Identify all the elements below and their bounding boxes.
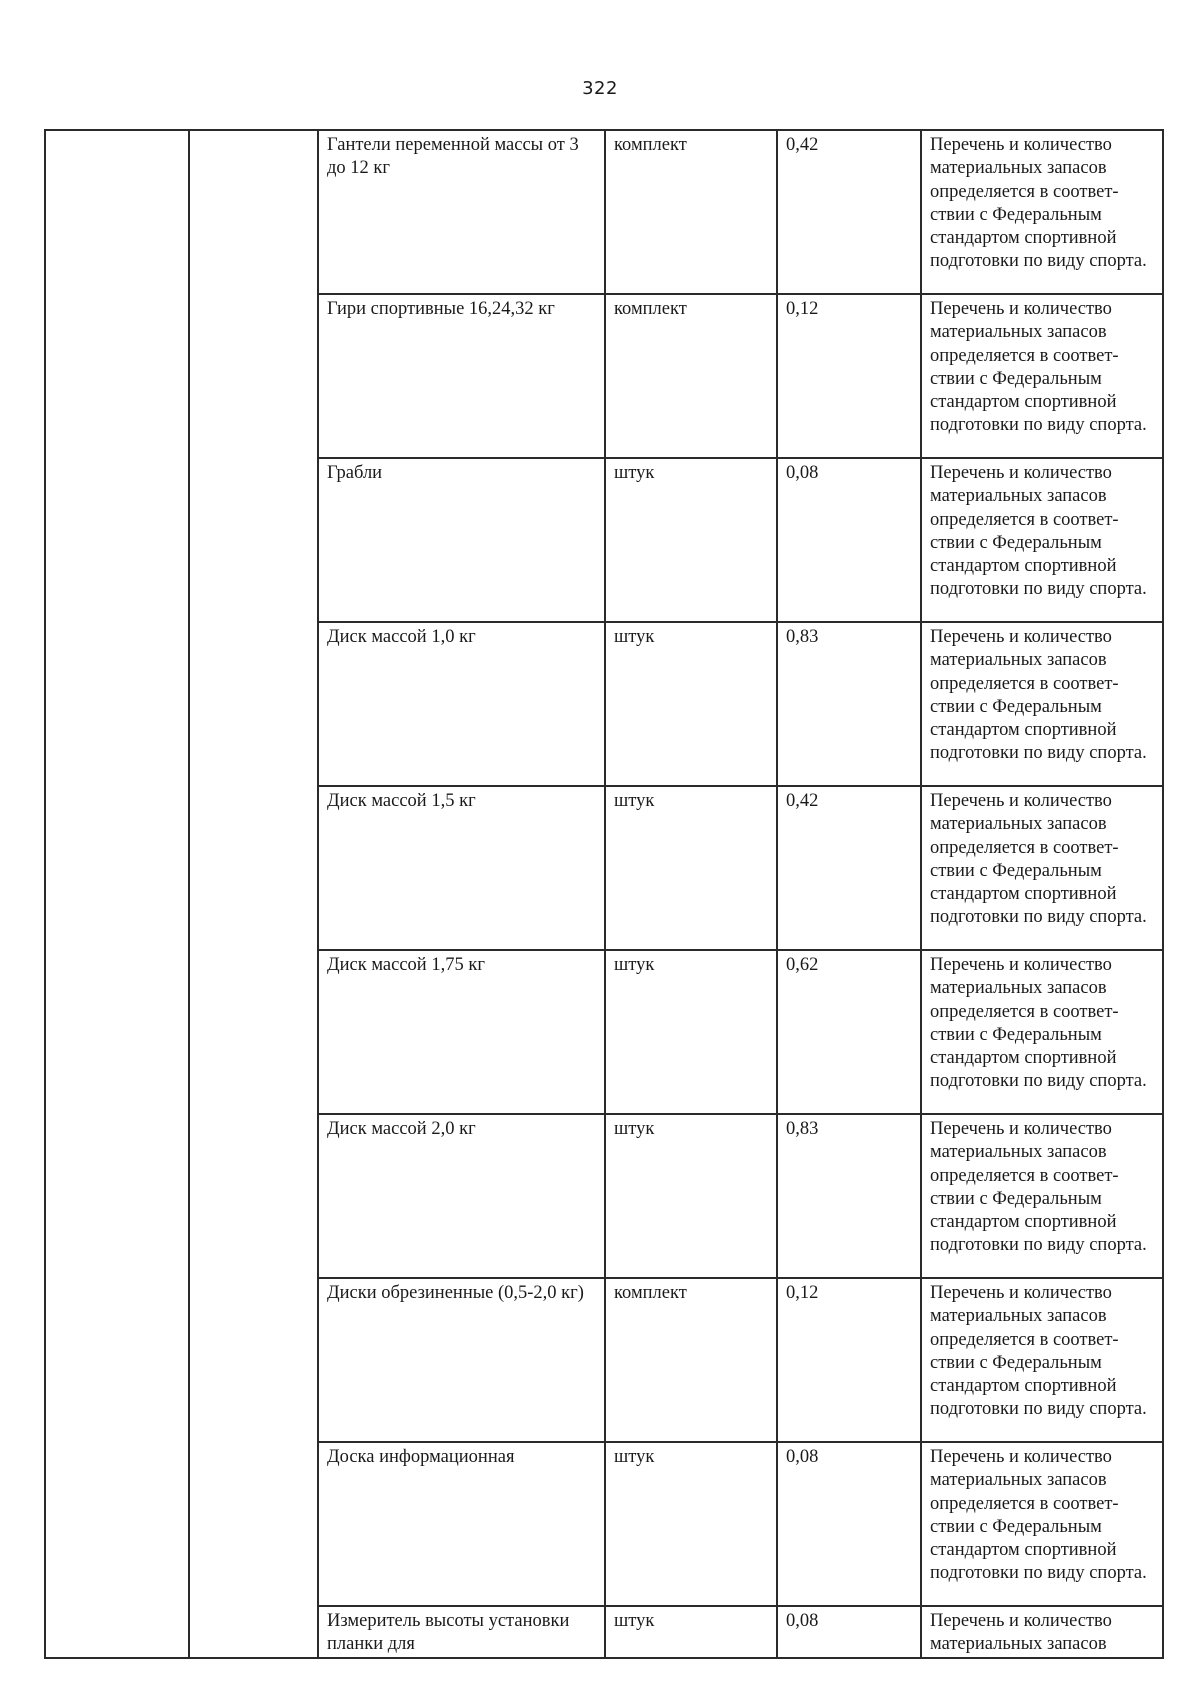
quantity-cell: 0,83 <box>777 1114 921 1278</box>
quantity-cell: 0,12 <box>777 294 921 458</box>
unit-cell: штук <box>605 622 777 786</box>
materials-table <box>44 129 1164 1659</box>
unit-cell: штук <box>605 786 777 950</box>
quantity-cell: 0,08 <box>777 458 921 622</box>
unit-cell: комплект <box>605 294 777 458</box>
note-cell: Перечень и количество материальных запасов определяется в соответ-ствии с Федеральным стандартом спортивной подготовки по виду спорта. <box>921 786 1163 950</box>
table-row <box>45 130 1163 294</box>
note-cell: Перечень и количество материальных запасов <box>921 1606 1163 1658</box>
quantity-cell: 0,83 <box>777 622 921 786</box>
quantity-cell: 0,08 <box>777 1606 921 1658</box>
quantity-cell: 0,42 <box>777 130 921 294</box>
note-cell: Перечень и количество материальных запасов определяется в соответ-ствии с Федеральным стандартом спортивной подготовки по виду спорта. <box>921 1442 1163 1606</box>
note-cell: Перечень и количество материальных запасов определяется в соответ-ствии с Федеральным стандартом спортивной подготовки по виду спорта. <box>921 130 1163 294</box>
item-name-cell: Грабли <box>318 458 605 622</box>
note-cell: Перечень и количество материальных запасов определяется в соответ-ствии с Федеральным стандартом спортивной подготовки по виду спорта. <box>921 950 1163 1114</box>
unit-cell: комплект <box>605 1278 777 1442</box>
item-name-cell: Доска информационная <box>318 1442 605 1606</box>
item-name-cell: Диск массой 1,75 кг <box>318 950 605 1114</box>
quantity-cell: 0,62 <box>777 950 921 1114</box>
note-cell: Перечень и количество материальных запасов определяется в соответ-ствии с Федеральным стандартом спортивной подготовки по виду спорта. <box>921 622 1163 786</box>
page-number: 322 <box>582 78 618 99</box>
unit-cell: штук <box>605 1442 777 1606</box>
item-name-cell: Диски обрезиненные (0,5-2,0 кг) <box>318 1278 605 1442</box>
merged-cell-col2 <box>189 130 318 1658</box>
unit-cell: штук <box>605 458 777 622</box>
unit-cell: штук <box>605 950 777 1114</box>
quantity-cell: 0,08 <box>777 1442 921 1606</box>
quantity-cell: 0,42 <box>777 786 921 950</box>
note-cell: Перечень и количество материальных запасов определяется в соответ-ствии с Федеральным стандартом спортивной подготовки по виду спорта. <box>921 1278 1163 1442</box>
unit-cell: штук <box>605 1114 777 1278</box>
unit-cell: штук <box>605 1606 777 1658</box>
merged-cell-col1 <box>45 130 189 1658</box>
item-name-cell: Измеритель высоты установки планки для <box>318 1606 605 1658</box>
item-name-cell: Гири спортивные 16,24,32 кг <box>318 294 605 458</box>
unit-cell: комплект <box>605 130 777 294</box>
quantity-cell: 0,12 <box>777 1278 921 1442</box>
materials-table-body <box>45 130 1163 1658</box>
item-name-cell: Диск массой 2,0 кг <box>318 1114 605 1278</box>
item-name-cell: Гантели переменной массы от 3 до 12 кг <box>318 130 605 294</box>
note-cell: Перечень и количество материальных запасов определяется в соответ-ствии с Федеральным стандартом спортивной подготовки по виду спорта. <box>921 1114 1163 1278</box>
item-name-cell: Диск массой 1,5 кг <box>318 786 605 950</box>
note-cell: Перечень и количество материальных запасов определяется в соответ-ствии с Федеральным стандартом спортивной подготовки по виду спорта. <box>921 294 1163 458</box>
note-cell: Перечень и количество материальных запасов определяется в соответ-ствии с Федеральным стандартом спортивной подготовки по виду спорта. <box>921 458 1163 622</box>
item-name-cell: Диск массой 1,0 кг <box>318 622 605 786</box>
